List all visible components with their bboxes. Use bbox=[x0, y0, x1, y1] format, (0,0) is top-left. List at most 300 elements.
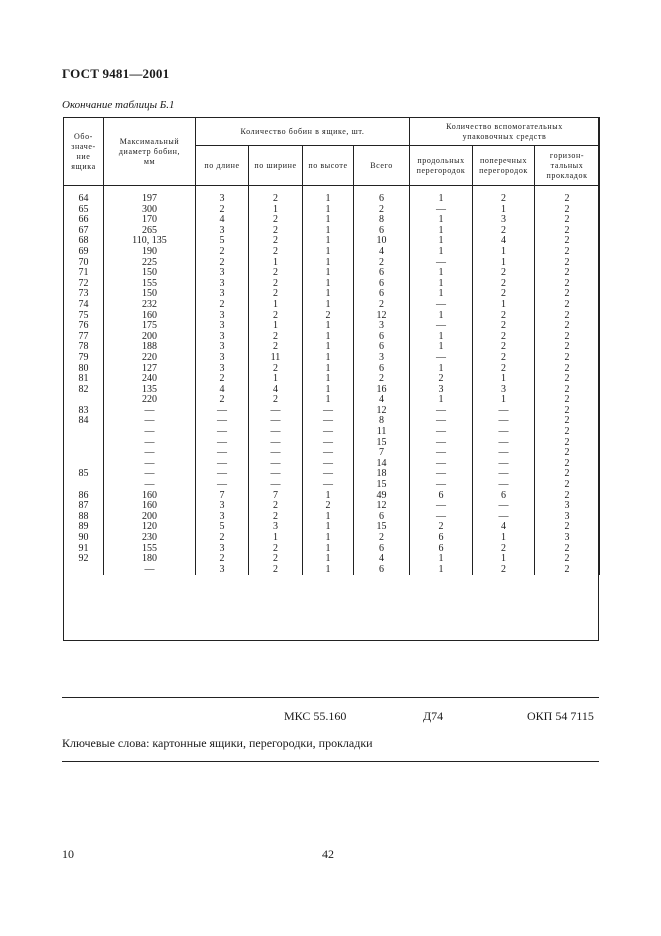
table-cell: 2 bbox=[535, 448, 600, 459]
table-cell: 1 bbox=[473, 395, 535, 406]
table-cell: 2 bbox=[196, 258, 249, 269]
table-cell: 1 bbox=[410, 247, 473, 258]
table-cell: 1 bbox=[473, 258, 535, 269]
table-cell: — bbox=[473, 459, 535, 470]
table-cell: 1 bbox=[303, 342, 354, 353]
table-cell: 70 bbox=[64, 258, 104, 269]
table-cell: 2 bbox=[535, 438, 600, 449]
table-cell: 86 bbox=[64, 491, 104, 502]
table-cell: 77 bbox=[64, 332, 104, 343]
table-cell: 92 bbox=[64, 554, 104, 565]
table-cell: 225 bbox=[104, 258, 196, 269]
table-cell: — bbox=[249, 480, 303, 491]
table-cell: 6 bbox=[354, 289, 410, 300]
table-cell: 66 bbox=[64, 215, 104, 226]
table-cell: 1 bbox=[303, 374, 354, 385]
page-number-center: 42 bbox=[322, 847, 334, 861]
table-cell: 2 bbox=[303, 501, 354, 512]
table-cell: — bbox=[196, 480, 249, 491]
table-cell: 3 bbox=[196, 364, 249, 375]
table-cell bbox=[64, 438, 104, 449]
table-cell: — bbox=[104, 438, 196, 449]
table-cell: 3 bbox=[473, 385, 535, 396]
table-cell: 4 bbox=[196, 215, 249, 226]
table-cell: 91 bbox=[64, 544, 104, 555]
table-cell: 87 bbox=[64, 501, 104, 512]
table-cell: 1 bbox=[303, 353, 354, 364]
table-cell: 1 bbox=[303, 247, 354, 258]
table-cell: 1 bbox=[249, 258, 303, 269]
table-cell: 6 bbox=[354, 544, 410, 555]
table-cell: 12 bbox=[354, 311, 410, 322]
table-cell: 2 bbox=[535, 236, 600, 247]
table-cell: 2 bbox=[249, 554, 303, 565]
table-cell: — bbox=[196, 469, 249, 480]
table-cell: 2 bbox=[473, 311, 535, 322]
header-total: Всего bbox=[354, 146, 410, 186]
table-cell: — bbox=[249, 416, 303, 427]
table-cell: 1 bbox=[473, 300, 535, 311]
table-cell: 7 bbox=[196, 491, 249, 502]
table-cell: — bbox=[104, 565, 196, 576]
table-cell: 232 bbox=[104, 300, 196, 311]
table-cell: — bbox=[104, 469, 196, 480]
table-cell: 1 bbox=[303, 268, 354, 279]
table-cell: — bbox=[410, 300, 473, 311]
table-cell: 68 bbox=[64, 236, 104, 247]
table-cell: 2 bbox=[535, 406, 600, 417]
table-cell: 2 bbox=[249, 364, 303, 375]
table-cell: 2 bbox=[473, 544, 535, 555]
table-cell: 1 bbox=[303, 289, 354, 300]
table-cell: 1 bbox=[303, 236, 354, 247]
table-cell: 150 bbox=[104, 289, 196, 300]
table-cell: 4 bbox=[473, 522, 535, 533]
table-cell: 3 bbox=[473, 215, 535, 226]
table-cell: 2 bbox=[473, 279, 535, 290]
table-cell: 5 bbox=[196, 522, 249, 533]
table-cell: — bbox=[473, 501, 535, 512]
table-frame bbox=[63, 117, 599, 641]
table-cell bbox=[64, 565, 104, 576]
page-number-left: 10 bbox=[62, 847, 74, 861]
table-cell: — bbox=[410, 480, 473, 491]
table-cell: 2 bbox=[535, 353, 600, 364]
table-cell: 2 bbox=[535, 311, 600, 322]
table-cell: 180 bbox=[104, 554, 196, 565]
table-cell: 12 bbox=[354, 501, 410, 512]
table-cell bbox=[64, 427, 104, 438]
table-cell: 2 bbox=[535, 289, 600, 300]
table-cell: 6 bbox=[354, 279, 410, 290]
table-cell: 2 bbox=[473, 565, 535, 576]
table-cell: — bbox=[196, 448, 249, 459]
table-cell: — bbox=[196, 459, 249, 470]
table-cell: 1 bbox=[249, 205, 303, 216]
table-cell: 3 bbox=[196, 226, 249, 237]
table-cell: 1 bbox=[410, 215, 473, 226]
table-cell: 4 bbox=[473, 236, 535, 247]
table-cell: 2 bbox=[410, 374, 473, 385]
table-cell: 1 bbox=[249, 374, 303, 385]
table-cell: 2 bbox=[196, 374, 249, 385]
table-cell: 1 bbox=[303, 215, 354, 226]
table-cell: — bbox=[473, 406, 535, 417]
table-cell: 2 bbox=[535, 427, 600, 438]
table-cell: — bbox=[303, 416, 354, 427]
table-cell: 2 bbox=[535, 469, 600, 480]
table-cell: 2 bbox=[535, 186, 600, 205]
table-cell: 175 bbox=[104, 321, 196, 332]
table-cell: 8 bbox=[354, 215, 410, 226]
table-cell: 1 bbox=[410, 565, 473, 576]
table-cell: 2 bbox=[354, 533, 410, 544]
table-cell: 3 bbox=[249, 522, 303, 533]
table-cell: 300 bbox=[104, 205, 196, 216]
table-cell: 2 bbox=[535, 268, 600, 279]
table-cell: 1 bbox=[303, 364, 354, 375]
table-cell: 3 bbox=[354, 321, 410, 332]
table-cell: 2 bbox=[535, 279, 600, 290]
table-cell: 74 bbox=[64, 300, 104, 311]
table-cell: 2 bbox=[535, 544, 600, 555]
table-cell: 6 bbox=[354, 565, 410, 576]
table-cell: — bbox=[196, 427, 249, 438]
table-cell: — bbox=[104, 480, 196, 491]
table-cell: — bbox=[303, 406, 354, 417]
table-cell: 3 bbox=[196, 321, 249, 332]
table-cell: 71 bbox=[64, 268, 104, 279]
table-cell: 2 bbox=[473, 289, 535, 300]
table-cell: 127 bbox=[104, 364, 196, 375]
table-cell: 1 bbox=[303, 321, 354, 332]
table-row bbox=[64, 554, 600, 565]
table-cell: 220 bbox=[104, 353, 196, 364]
table-row bbox=[64, 565, 600, 576]
table-cell: 3 bbox=[196, 544, 249, 555]
table-cell: 2 bbox=[249, 279, 303, 290]
table-cell: — bbox=[410, 258, 473, 269]
table-cell: 2 bbox=[249, 268, 303, 279]
table-cell: 2 bbox=[535, 565, 600, 576]
table-cell: 2 bbox=[535, 215, 600, 226]
table-cell: 160 bbox=[104, 311, 196, 322]
table-cell: 3 bbox=[196, 311, 249, 322]
table-cell: — bbox=[473, 438, 535, 449]
table-cell: 1 bbox=[410, 289, 473, 300]
table-cell: 1 bbox=[249, 321, 303, 332]
table-cell: 2 bbox=[535, 332, 600, 343]
keywords-line: Ключевые слова: картонные ящики, перегородки, прокладки bbox=[62, 736, 373, 750]
table-cell: 3 bbox=[535, 501, 600, 512]
table-cell: — bbox=[410, 205, 473, 216]
table-cell: — bbox=[249, 406, 303, 417]
table-cell: — bbox=[473, 480, 535, 491]
table-cell: 2 bbox=[249, 236, 303, 247]
header-length: по длине bbox=[196, 146, 249, 186]
table-cell: 2 bbox=[473, 353, 535, 364]
table-cell: 6 bbox=[354, 186, 410, 205]
table-cell: 14 bbox=[354, 459, 410, 470]
table-cell: 2 bbox=[535, 522, 600, 533]
table-cell: — bbox=[473, 512, 535, 523]
table-cell: 2 bbox=[249, 311, 303, 322]
table-cell bbox=[64, 448, 104, 459]
table-cell: 83 bbox=[64, 406, 104, 417]
table-cell: 49 bbox=[354, 491, 410, 502]
table-cell: 78 bbox=[64, 342, 104, 353]
table-cell: 2 bbox=[535, 300, 600, 311]
table-cell: 200 bbox=[104, 332, 196, 343]
data-table bbox=[63, 117, 600, 575]
table-cell: 2 bbox=[535, 258, 600, 269]
table-cell: 4 bbox=[354, 395, 410, 406]
table-cell: — bbox=[249, 459, 303, 470]
table-cell: 155 bbox=[104, 544, 196, 555]
table-cell: 1 bbox=[473, 554, 535, 565]
table-cell: — bbox=[410, 469, 473, 480]
table-cell: 2 bbox=[473, 332, 535, 343]
table-cell: 2 bbox=[354, 205, 410, 216]
table-cell: 1 bbox=[303, 491, 354, 502]
table-cell: 15 bbox=[354, 480, 410, 491]
table-cell: — bbox=[473, 448, 535, 459]
table-cell: 75 bbox=[64, 311, 104, 322]
table-cell: 1 bbox=[249, 533, 303, 544]
table-cell: — bbox=[410, 416, 473, 427]
table-cell: 2 bbox=[303, 311, 354, 322]
table-cell: — bbox=[410, 512, 473, 523]
table-cell: 5 bbox=[196, 236, 249, 247]
header-width: по ширине bbox=[249, 146, 303, 186]
table-cell: 2 bbox=[196, 533, 249, 544]
table-cell: 12 bbox=[354, 406, 410, 417]
table-cell: 6 bbox=[354, 268, 410, 279]
mks-code: МКС 55.160 bbox=[284, 709, 347, 723]
table-cell: 4 bbox=[354, 247, 410, 258]
table-cell: 1 bbox=[303, 279, 354, 290]
table-cell: 1 bbox=[249, 300, 303, 311]
table-cell: 2 bbox=[249, 342, 303, 353]
table-cell: 2 bbox=[535, 205, 600, 216]
table-cell: 2 bbox=[249, 501, 303, 512]
table-cell: — bbox=[249, 448, 303, 459]
table-cell: 76 bbox=[64, 321, 104, 332]
table-cell: 110, 135 bbox=[104, 236, 196, 247]
table-cell: — bbox=[303, 459, 354, 470]
table-cell: — bbox=[196, 438, 249, 449]
table-cell: 1 bbox=[410, 186, 473, 205]
table-cell: 240 bbox=[104, 374, 196, 385]
table-cell: 120 bbox=[104, 522, 196, 533]
table-cell: 2 bbox=[249, 565, 303, 576]
table-cell: 6 bbox=[354, 364, 410, 375]
table-cell: 135 bbox=[104, 385, 196, 396]
table-cell: 1 bbox=[473, 533, 535, 544]
table-cell: 1 bbox=[410, 342, 473, 353]
table-cell: 3 bbox=[196, 186, 249, 205]
table-cell: 1 bbox=[410, 311, 473, 322]
table-cell: — bbox=[104, 427, 196, 438]
table-cell: 170 bbox=[104, 215, 196, 226]
okp-code: ОКП 54 7115 bbox=[527, 709, 594, 723]
table-cell: 2 bbox=[473, 226, 535, 237]
table-cell: 1 bbox=[410, 554, 473, 565]
table-cell: 1 bbox=[303, 512, 354, 523]
table-cell: 160 bbox=[104, 491, 196, 502]
table-cell: 6 bbox=[410, 533, 473, 544]
table-cell: 1 bbox=[303, 554, 354, 565]
table-cell: 160 bbox=[104, 501, 196, 512]
table-cell: — bbox=[410, 438, 473, 449]
table-cell: 90 bbox=[64, 533, 104, 544]
table-cell: 6 bbox=[354, 342, 410, 353]
table-cell: 8 bbox=[354, 416, 410, 427]
table-caption: Окончание таблицы Б.1 bbox=[62, 99, 175, 111]
table-cell: 2 bbox=[249, 544, 303, 555]
table-cell: 2 bbox=[196, 205, 249, 216]
table-cell: 2 bbox=[535, 226, 600, 237]
header-height: по высоте bbox=[303, 146, 354, 186]
table-cell: 2 bbox=[535, 374, 600, 385]
table-cell: — bbox=[410, 321, 473, 332]
table-cell: 11 bbox=[354, 427, 410, 438]
table-cell: — bbox=[410, 501, 473, 512]
table-cell: — bbox=[410, 406, 473, 417]
table-cell: 188 bbox=[104, 342, 196, 353]
table-cell: 15 bbox=[354, 522, 410, 533]
table-cell: 6 bbox=[354, 512, 410, 523]
table-cell: 3 bbox=[535, 533, 600, 544]
table-cell: 2 bbox=[535, 480, 600, 491]
table-cell: 2 bbox=[249, 332, 303, 343]
table-cell: 1 bbox=[410, 395, 473, 406]
table-cell: 65 bbox=[64, 205, 104, 216]
table-cell: 82 bbox=[64, 385, 104, 396]
table-cell: 84 bbox=[64, 416, 104, 427]
table-cell: 2 bbox=[249, 289, 303, 300]
table-cell: 16 bbox=[354, 385, 410, 396]
table-cell: 15 bbox=[354, 438, 410, 449]
table-cell: 1 bbox=[473, 247, 535, 258]
table-cell: 220 bbox=[104, 395, 196, 406]
table-cell: 1 bbox=[473, 205, 535, 216]
table-cell: 73 bbox=[64, 289, 104, 300]
table-cell: — bbox=[303, 427, 354, 438]
table-body bbox=[64, 186, 600, 576]
table-cell: 88 bbox=[64, 512, 104, 523]
table-cell: 2 bbox=[535, 395, 600, 406]
header-longitudinal: продольных перегородок bbox=[410, 146, 473, 186]
table-cell: 80 bbox=[64, 364, 104, 375]
table-cell: 3 bbox=[196, 289, 249, 300]
table-cell: 6 bbox=[354, 332, 410, 343]
header-bobbin-count: Количество бобин в ящике, шт. bbox=[196, 118, 410, 146]
table-cell: — bbox=[303, 438, 354, 449]
table-cell: 7 bbox=[354, 448, 410, 459]
table-cell: 2 bbox=[535, 459, 600, 470]
table-cell: 2 bbox=[535, 385, 600, 396]
table-cell: — bbox=[104, 448, 196, 459]
table-cell: 6 bbox=[410, 544, 473, 555]
table-cell: 190 bbox=[104, 247, 196, 258]
table-cell: — bbox=[104, 416, 196, 427]
table-cell: — bbox=[410, 353, 473, 364]
header-auxiliary: Количество вспомогательных упаковочных средств bbox=[410, 118, 600, 146]
table-cell: 2 bbox=[473, 342, 535, 353]
table-cell: 1 bbox=[410, 332, 473, 343]
table-cell: — bbox=[104, 406, 196, 417]
table-cell: 2 bbox=[473, 186, 535, 205]
table-cell: 7 bbox=[249, 491, 303, 502]
table-cell: 4 bbox=[354, 554, 410, 565]
table-cell: 3 bbox=[196, 342, 249, 353]
table-cell: 1 bbox=[473, 374, 535, 385]
table-cell: 67 bbox=[64, 226, 104, 237]
table-cell: 2 bbox=[249, 226, 303, 237]
table-cell: 81 bbox=[64, 374, 104, 385]
footer-bottom-rule bbox=[62, 761, 599, 762]
table-row bbox=[64, 186, 600, 205]
table-cell: 6 bbox=[410, 491, 473, 502]
table-cell: 4 bbox=[196, 385, 249, 396]
document-header: ГОСТ 9481—2001 bbox=[62, 66, 170, 81]
table-cell: 1 bbox=[303, 522, 354, 533]
table-cell: 1 bbox=[303, 332, 354, 343]
table-cell: — bbox=[303, 469, 354, 480]
table-cell: 2 bbox=[249, 395, 303, 406]
d-code: Д74 bbox=[423, 709, 444, 723]
table-cell: 2 bbox=[354, 258, 410, 269]
table-cell: 64 bbox=[64, 186, 104, 205]
table-row bbox=[64, 247, 600, 258]
table-cell: — bbox=[104, 459, 196, 470]
table-cell: 1 bbox=[303, 544, 354, 555]
table-cell: — bbox=[473, 427, 535, 438]
table-cell: 85 bbox=[64, 469, 104, 480]
table-cell: 3 bbox=[196, 565, 249, 576]
table-row bbox=[64, 353, 600, 364]
table-cell: 1 bbox=[303, 533, 354, 544]
table-cell: — bbox=[473, 469, 535, 480]
table-cell: 2 bbox=[535, 364, 600, 375]
table-cell: 1 bbox=[303, 565, 354, 576]
table-cell: 4 bbox=[249, 385, 303, 396]
table-cell: 2 bbox=[249, 247, 303, 258]
table-cell: 2 bbox=[410, 522, 473, 533]
table-cell: 265 bbox=[104, 226, 196, 237]
table-cell: 1 bbox=[410, 279, 473, 290]
table-cell: — bbox=[249, 427, 303, 438]
table-cell: 2 bbox=[535, 554, 600, 565]
table-cell: 2 bbox=[473, 364, 535, 375]
table-cell: 3 bbox=[535, 512, 600, 523]
header-transverse: поперечных перегородок bbox=[473, 146, 535, 186]
table-cell: 3 bbox=[196, 512, 249, 523]
table-cell: 3 bbox=[196, 332, 249, 343]
table-cell: 3 bbox=[196, 279, 249, 290]
table-cell: 2 bbox=[196, 247, 249, 258]
table-cell: 72 bbox=[64, 279, 104, 290]
table-cell: 18 bbox=[354, 469, 410, 480]
table-cell: 69 bbox=[64, 247, 104, 258]
table-cell: — bbox=[303, 480, 354, 491]
table-cell: — bbox=[410, 459, 473, 470]
table-cell: 1 bbox=[303, 186, 354, 205]
table-cell: 1 bbox=[303, 226, 354, 237]
table-row bbox=[64, 533, 600, 544]
table-cell: 2 bbox=[196, 554, 249, 565]
